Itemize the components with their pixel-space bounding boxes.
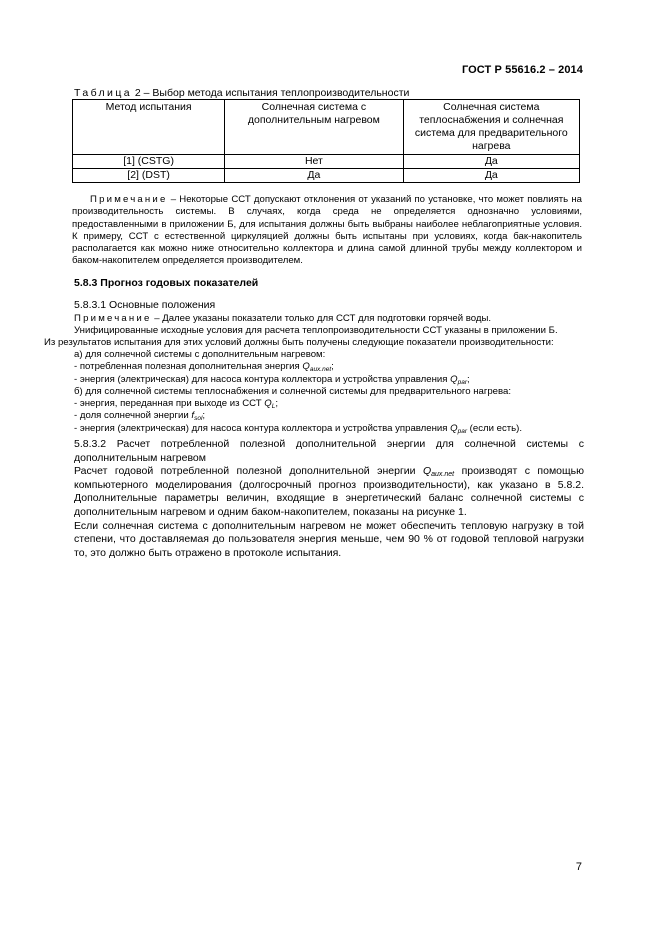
list-item: - доля солнечной энергии $f_{sol}$;	[74, 410, 206, 423]
note-label: Примечание	[74, 313, 152, 324]
paragraph: Из результатов испытания для этих условий должны быть получены следующие показатели производительности:	[44, 337, 554, 349]
table-cell: Да	[403, 169, 579, 183]
note-label: Примечание	[90, 194, 168, 205]
table-caption-word: Таблица	[74, 87, 132, 99]
list-item: - энергия (электрическая) для насоса контура коллектора и устройства управления $Q_{par}$;	[74, 373, 470, 386]
list-item: - энергия, переданная при выходе из ССТ $Q_L$;	[74, 398, 279, 411]
section-5832	[74, 438, 584, 560]
method-selection-table	[72, 99, 580, 183]
table-header-row	[73, 100, 580, 155]
table-row	[73, 169, 580, 183]
table-cell: [1] (CSTG)	[73, 155, 225, 169]
subsection-note	[74, 313, 491, 324]
body-text	[44, 325, 584, 350]
paragraph: Расчет годовой потребленной полезной дополнительной энергии $Q_{aux.net}$ производят с помощью компьютерного моделирования (долгосрочный прогноз производительности), как указано в 5.8.2. Дополнительные параметры величин, входящие в энергетический баланс солнечной системы с дополнительным нагревом и одним баком-накопителем, показаны на рисунке 1.	[74, 465, 585, 518]
table-caption-text: 2 – Выбор метода испытания теплопроизводительности	[134, 87, 410, 99]
table-header-cell: Метод испытания	[73, 100, 225, 155]
paragraph: Если солнечная система с дополнительным нагревом не может обеспечить тепловую нагрузку в той степени, что доставляемая до пользователя энергия меньше, чем 90 % от годовой тепловой нагрузки то, это должно быть отражено в протоколе испытания.	[74, 519, 584, 559]
table-cell: Да	[403, 155, 579, 169]
section-title: 5.8.3 Прогноз годовых показателей	[74, 277, 259, 289]
subsection-title: 5.8.3.1 Основные положения	[74, 299, 216, 311]
list-item: - потребленная полезная дополнительная энергия $Q_{aux.net}$;	[74, 361, 334, 374]
table-header-cell: Солнечная система теплоснабжения и солнечная система для предварительного нагрева	[403, 100, 579, 155]
table-cell: [2] (DST)	[73, 169, 225, 183]
page-number: 7	[575, 861, 582, 873]
list-item: - энергия (электрическая) для насоса контура коллектора и устройства управления $Q_{par}$ (если есть).	[74, 422, 523, 435]
note-text: – Далее указаны показатели только для ССТ для подготовки горячей воды.	[154, 313, 492, 324]
list-item: а) для солнечной системы с дополнительным нагревом:	[74, 349, 326, 360]
table-cell: Нет	[225, 155, 403, 169]
indicator-list	[74, 349, 584, 435]
document-code: ГОСТ Р 55616.2 – 2014	[461, 64, 583, 76]
note-text: – Некоторые ССТ допускают отклонения от указаний по установке, что может повлиять на производительность системы. В случаях, когда среда не определяется однозначно условиями, предоставленными в приложении Б, для испытания должны быть выбраны наиболее неблагоприятные условия. К примеру, ССТ с естественной циркуляцией должны быть испытаны при условиях, когда бак-накопитель располагается как можно ниже относительно коллектора и длина самой длинной трубы между коллектором и баком-накопителем определяется производителем.	[72, 194, 582, 267]
section-heading: 5.8.3.2 Расчет потребленной полезной дополнительной энергии для солнечной системы с дополнительным нагревом	[74, 438, 584, 464]
table-caption	[74, 87, 409, 99]
list-item: б) для солнечной системы теплоснабжения и солнечной системы для предварительного нагрева:	[74, 385, 511, 397]
table-cell: Да	[225, 169, 403, 183]
table-row	[73, 155, 580, 169]
table-note	[72, 194, 582, 268]
paragraph: Унифицированные исходные условия для расчета теплопроизводительности ССТ указаны в приложении Б.	[74, 325, 558, 336]
table-header-cell: Солнечная система с дополнительным нагревом	[225, 100, 403, 155]
